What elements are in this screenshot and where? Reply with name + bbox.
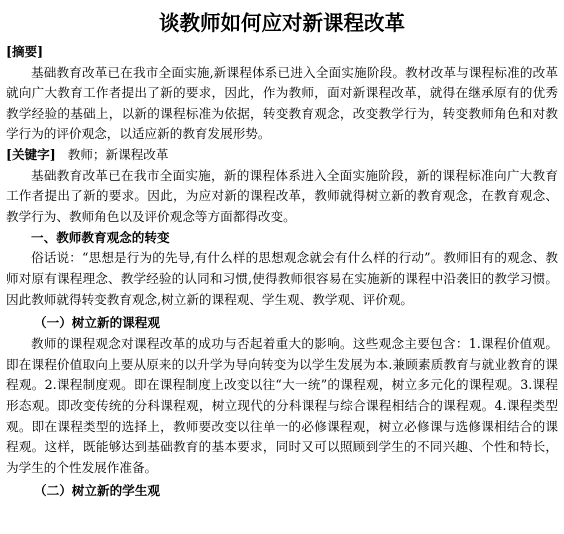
abstract-block (6, 42, 558, 145)
section-1-paragraph: 俗话说：“思想是行为的先导,有什么样的思想观念就会有什么样的行动”。教师旧有的观念、教师对原有课程理念、教学经验的认同和习惯,使得教师很容易在实施新的课程中沿袭旧的教学习惯。因此教师就得转变教育观念,树立新的课程观、学生观、教学观、评价观。 (6, 250, 558, 307)
subsection-1-heading: （一）树立新的课程观 (34, 315, 160, 331)
subsection-2-heading: （二）树立新的学生观 (34, 483, 160, 499)
document-title: 谈教师如何应对新课程改革 (159, 11, 405, 35)
subsection-1-paragraph: 教师的课程观念对课程改革的成功与否起着重大的影响。这些观念主要包含：1.课程价值观。即在课程价值取向上要从原来的以升学为导向转变为以学生发展为本.兼顾素质教育与就业教育的课程观。2.课程制度观。即在课程制度上改变以往“大一统”的课程观，树立多元化的课程观。3.课程形态观。即改变传统的分科课程观，树立现代的分科课程与综合课程相结合的课程观。4.课程类型观。即在课程类型的选择上，教师要改变以往单一的必修课程观，树立必修课与选修课相结合的课程观。这样，既能够达到基础教育的基本要求，同时又可以照顾到学生的不同兴趣、个性和特长，为学生的个性发展作准备。 (6, 336, 558, 475)
abstract-tag: [摘要] (6, 44, 44, 59)
intro-paragraph: 基础教育改革已在我市全面实施，新的课程体系进入全面实施阶段，新的课程标准向广大教育工作者提出了新的要求。因此，为应对新的课程改革，教师就得树立新的教育观念，在教育观念、教学行为、教师角色以及评价观念等方面都得改变。 (6, 167, 558, 224)
keywords-tag: [关键字] (6, 146, 56, 162)
keywords-text: 教师；新课程改革 (67, 146, 169, 162)
section-1-heading: 一、教师教育观念的转变 (31, 230, 170, 246)
keywords-line (6, 145, 558, 166)
abstract-text: 基础教育改革已在我市全面实施,新课程体系已进入全面实施阶段。教材改革与课程标准的改革就向广大教育工作者提出了新的要求，因此，作为教师，面对新课程改革，就得在继承原有的优秀教学经验的基础上，以新的课程标准为依据，转变教育观念，改变教学行为，转变教师角色和对教学行为的评价观念，以适应新的教育发展形势。 (6, 64, 558, 142)
